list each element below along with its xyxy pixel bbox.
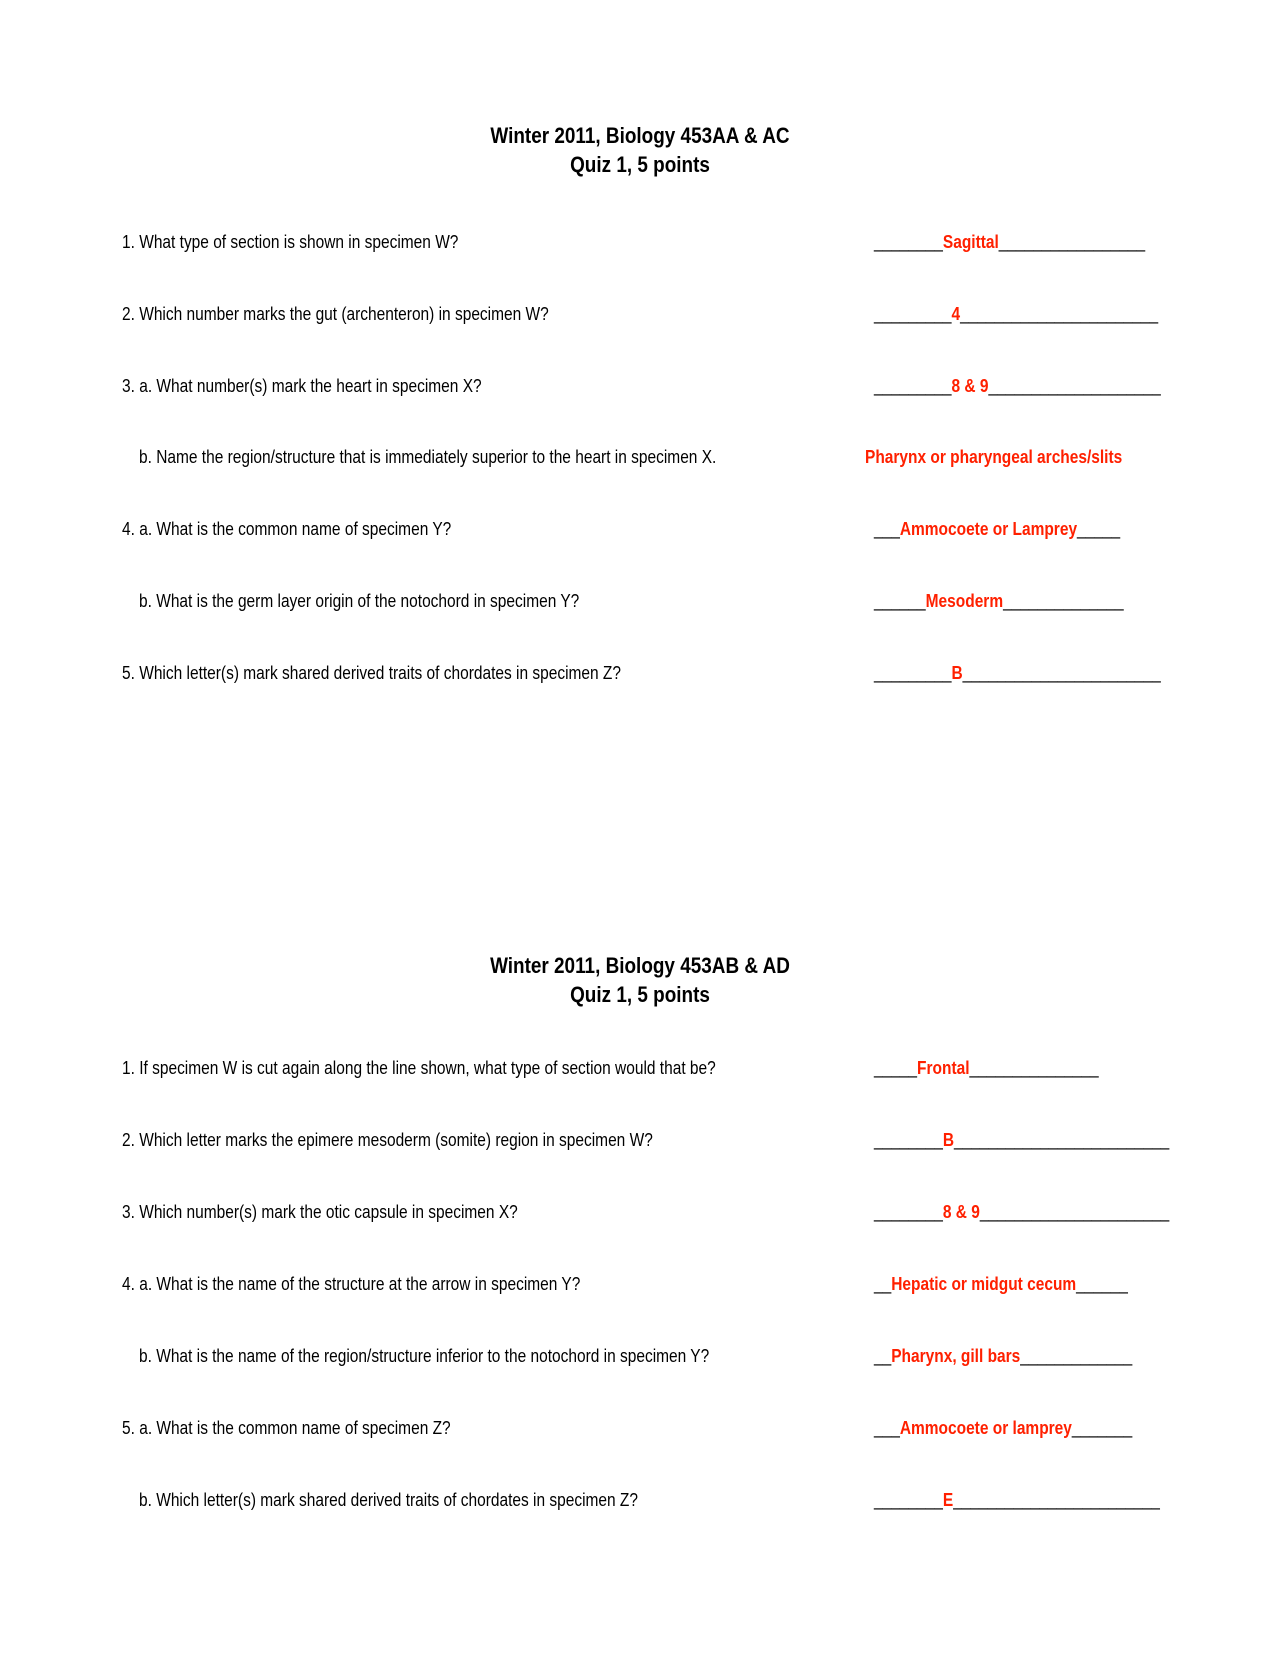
question-text: 3. Which number(s) mark the otic capsule in specimen X? xyxy=(122,1202,518,1222)
quiz-title-points: Quiz 1, 5 points xyxy=(570,152,710,177)
question-text: 2. Which letter marks the epimere mesoderm (somite) region in specimen W? xyxy=(122,1130,653,1150)
answer-line: _____Frontal_______________ xyxy=(874,1058,1099,1078)
quiz-title-course: Winter 2011, Biology 453AB & AD xyxy=(490,953,790,978)
answer-line: __Pharynx, gill bars_____________ xyxy=(874,1346,1133,1366)
answer-text: Mesoderm xyxy=(925,591,1004,611)
answer-line: ________B_________________________ xyxy=(874,1130,1170,1150)
question-text: b. Which letter(s) mark shared derived traits of chordates in specimen Z? xyxy=(139,1490,639,1510)
answer-line: ________8 & 9______________________ xyxy=(874,1202,1170,1222)
question-text: 1. What type of section is shown in specimen W? xyxy=(122,232,459,252)
answer-text: Pharynx or pharyngeal arches/slits xyxy=(865,447,1123,467)
answer-text: 4 xyxy=(951,304,961,324)
answer-line: ______Mesoderm______________ xyxy=(874,591,1124,611)
answer-text: Ammocoete or lamprey xyxy=(899,1418,1072,1438)
answer-text: B xyxy=(951,663,963,683)
quiz-title-course: Winter 2011, Biology 453AA & AC xyxy=(490,123,790,148)
question-text: 4. a. What is the common name of specimen Y? xyxy=(122,519,452,539)
answer-text: 8 & 9 xyxy=(942,1202,980,1222)
answer-text: 8 & 9 xyxy=(951,376,989,396)
quiz-title-points: Quiz 1, 5 points xyxy=(570,982,710,1007)
answer-text: B xyxy=(942,1130,955,1150)
answer-text: Pharynx, gill bars xyxy=(891,1346,1021,1366)
answer-line: ___Ammocoete or Lamprey_____ xyxy=(874,519,1121,539)
answer-line: ________Sagittal_________________ xyxy=(874,232,1146,252)
answer-line xyxy=(865,447,1122,468)
answer-text: E xyxy=(942,1490,954,1510)
question-text: 2. Which number marks the gut (archenteron) in specimen W? xyxy=(122,304,549,324)
answer-line: ________E________________________ xyxy=(874,1490,1160,1510)
question-text: b. Name the region/structure that is immediately superior to the heart in specimen X. xyxy=(139,447,717,467)
answer-text: Frontal xyxy=(917,1058,970,1078)
quiz-title xyxy=(90,121,1191,179)
answer-line: _________4_______________________ xyxy=(874,304,1159,324)
answer-line: ___Ammocoete or lamprey_______ xyxy=(874,1418,1133,1438)
question-text: b. What is the name of the region/structure inferior to the notochord in specimen Y? xyxy=(139,1346,710,1366)
question-text: 1. If specimen W is cut again along the line shown, what type of section would that be? xyxy=(122,1058,716,1078)
question-text: b. What is the germ layer origin of the notochord in specimen Y? xyxy=(139,591,580,611)
question-text: 5. Which letter(s) mark shared derived traits of chordates in specimen Z? xyxy=(122,663,622,683)
answer-text: Ammocoete or Lamprey xyxy=(899,519,1078,539)
question-text: 3. a. What number(s) mark the heart in specimen X? xyxy=(122,376,482,396)
answer-text: Sagittal xyxy=(942,232,999,252)
answer-line: __Hepatic or midgut cecum______ xyxy=(874,1274,1128,1294)
question-text: 4. a. What is the name of the structure at the arrow in specimen Y? xyxy=(122,1274,581,1294)
answer-line: _________B_______________________ xyxy=(874,663,1161,683)
question-text: 5. a. What is the common name of specimen Z? xyxy=(122,1418,451,1438)
quiz-title xyxy=(90,951,1191,1009)
answer-line: _________8 & 9____________________ xyxy=(874,376,1161,396)
answer-text: Hepatic or midgut cecum xyxy=(891,1274,1077,1294)
